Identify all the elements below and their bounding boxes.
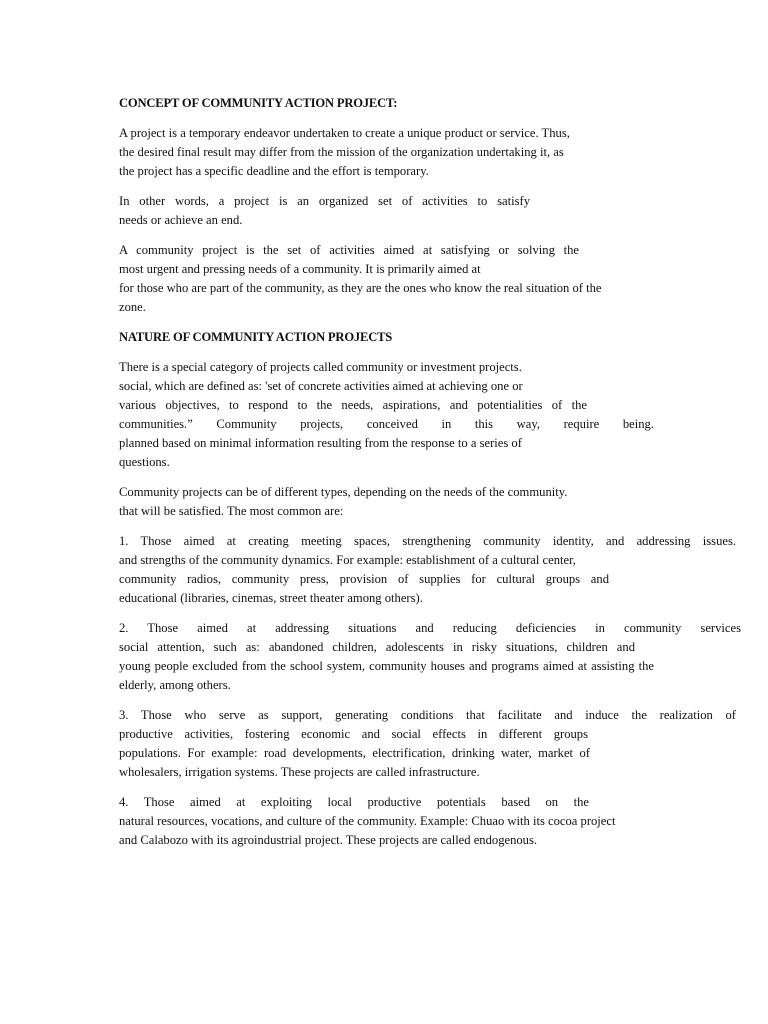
text-line: 3. Those who serve as support, generating conditions that facilitate and induce the realization of bbox=[119, 708, 736, 722]
text-line: for those who are part of the community, as they are the ones who know the real situation of the bbox=[119, 281, 602, 295]
text-line: elderly, among others. bbox=[119, 678, 231, 692]
paragraph-community-project bbox=[119, 241, 743, 317]
text-line: communities.” Community projects, conceived in this way, require being. bbox=[119, 417, 654, 431]
text-line: natural resources, vocations, and culture of the community. Example: Chuao with its cocoa project bbox=[119, 814, 616, 828]
section-heading-nature: NATURE OF COMMUNITY ACTION PROJECTS bbox=[119, 330, 393, 344]
text-line: young people excluded from the school system, community houses and programs aimed at assisting the bbox=[119, 659, 654, 673]
text-line: that will be satisfied. The most common are: bbox=[119, 504, 344, 518]
text-line: the desired final result may differ from the mission of the organization undertaking it, as bbox=[119, 145, 564, 159]
text-line: and Calabozo with its agroindustrial project. These projects are called endogenous. bbox=[119, 833, 538, 847]
text-line: questions. bbox=[119, 455, 170, 469]
text-line: Community projects can be of different types, depending on the needs of the community. bbox=[119, 485, 568, 499]
document-page bbox=[119, 94, 743, 861]
list-item-2 bbox=[119, 619, 743, 695]
text-line: productive activities, fostering economic and social effects in different groups bbox=[119, 727, 588, 741]
text-line: A project is a temporary endeavor undertaken to create a unique product or service. Thus, bbox=[119, 126, 570, 140]
text-line: social attention, such as: abandoned children, adolescents in risky situations, children and bbox=[119, 640, 635, 654]
text-line: social, which are defined as: 'set of concrete activities aimed at achieving one or bbox=[119, 379, 523, 393]
paragraph-project-definition bbox=[119, 124, 743, 181]
paragraph-project-types bbox=[119, 483, 743, 521]
text-line: planned based on minimal information resulting from the response to a series of bbox=[119, 436, 522, 450]
text-line: the project has a specific deadline and the effort is temporary. bbox=[119, 164, 429, 178]
text-line: needs or achieve an end. bbox=[119, 213, 243, 227]
section-heading-concept: CONCEPT OF COMMUNITY ACTION PROJECT: bbox=[119, 96, 398, 110]
text-line: wholesalers, irrigation systems. These projects are called infrastructure. bbox=[119, 765, 480, 779]
list-item-1 bbox=[119, 532, 743, 608]
text-line: community radios, community press, provision of supplies for cultural groups and bbox=[119, 572, 609, 586]
text-line: various objectives, to respond to the needs, aspirations, and potentialities of the bbox=[119, 398, 587, 412]
text-line: A community project is the set of activities aimed at satisfying or solving the bbox=[119, 243, 579, 257]
text-line: 2. Those aimed at addressing situations and reducing deficiencies in community services bbox=[119, 621, 741, 635]
paragraph-other-words bbox=[119, 192, 743, 230]
text-line: and strengths of the community dynamics. For example: establishment of a cultural center, bbox=[119, 553, 576, 567]
text-line: 4. Those aimed at exploiting local productive potentials based on the bbox=[119, 795, 589, 809]
text-line: 1. Those aimed at creating meeting spaces, strengthening community identity, and addressing issues. bbox=[119, 534, 736, 548]
list-item-4 bbox=[119, 793, 743, 850]
text-line: most urgent and pressing needs of a community. It is primarily aimed at bbox=[119, 262, 481, 276]
text-line: In other words, a project is an organized set of activities to satisfy bbox=[119, 194, 530, 208]
paragraph-special-category bbox=[119, 358, 743, 472]
text-line: There is a special category of projects called community or investment projects. bbox=[119, 360, 522, 374]
text-line: educational (libraries, cinemas, street theater among others). bbox=[119, 591, 423, 605]
list-item-3 bbox=[119, 706, 743, 782]
text-line: zone. bbox=[119, 300, 146, 314]
text-line: populations. For example: road developments, electrification, drinking water, market of bbox=[119, 746, 590, 760]
